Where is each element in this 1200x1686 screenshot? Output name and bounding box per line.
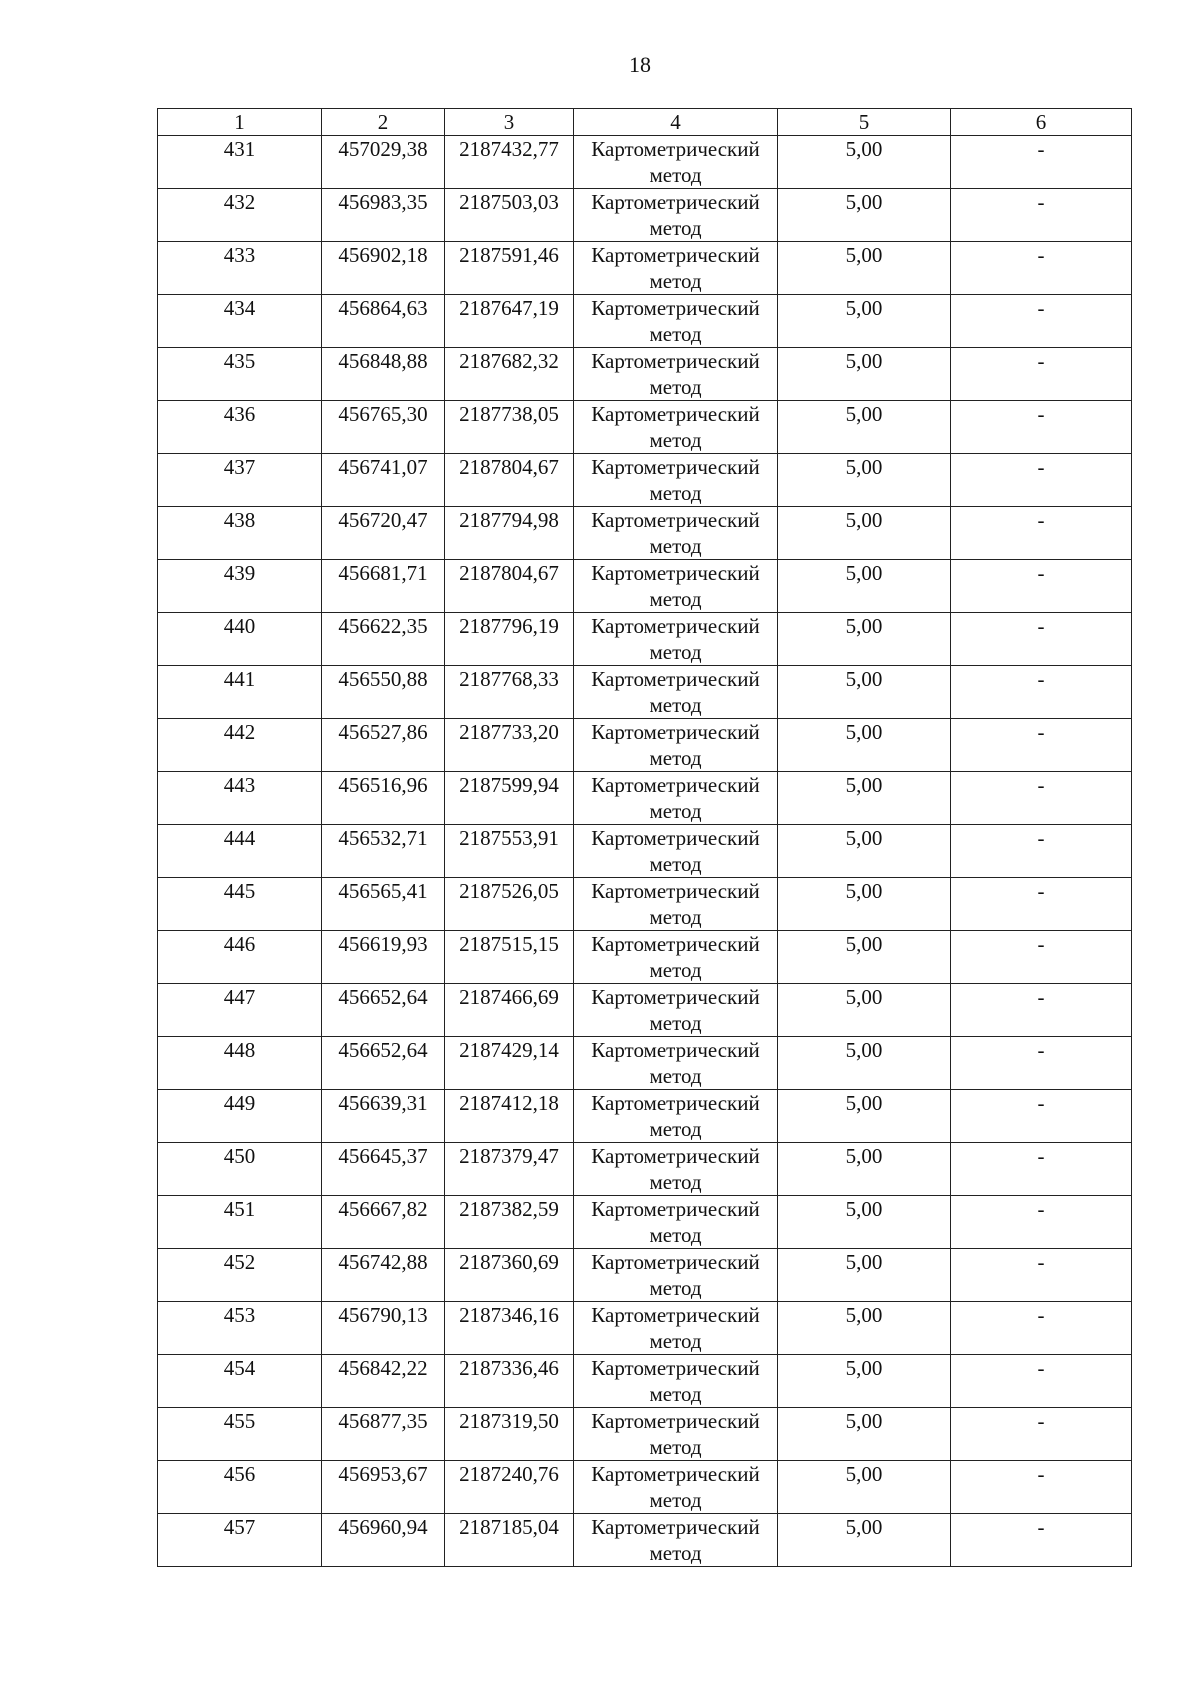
y-coordinate-cell: 2187738,05	[445, 401, 574, 454]
note-cell: -	[951, 1196, 1132, 1249]
table-row	[158, 1355, 1132, 1408]
note-cell: -	[951, 1249, 1132, 1302]
note-cell: -	[951, 1090, 1132, 1143]
method-cell	[574, 984, 778, 1037]
note-cell: -	[951, 1037, 1132, 1090]
x-coordinate-cell: 456983,35	[322, 189, 445, 242]
method-cell	[574, 560, 778, 613]
method-text: Картометрический метод	[591, 1409, 760, 1459]
accuracy-cell: 5,00	[778, 1090, 951, 1143]
point-number-cell: 452	[158, 1249, 322, 1302]
y-coordinate-cell: 2187240,76	[445, 1461, 574, 1514]
method-text: Картометрический метод	[591, 1356, 760, 1406]
y-coordinate-cell: 2187336,46	[445, 1355, 574, 1408]
y-coordinate-cell: 2187412,18	[445, 1090, 574, 1143]
point-number-cell: 441	[158, 666, 322, 719]
table-row	[158, 189, 1132, 242]
method-text: Картометрический метод	[591, 190, 760, 240]
accuracy-cell: 5,00	[778, 189, 951, 242]
note-cell: -	[951, 878, 1132, 931]
note-cell: -	[951, 136, 1132, 189]
accuracy-cell: 5,00	[778, 1408, 951, 1461]
coordinates-table	[157, 108, 1132, 1567]
y-coordinate-cell: 2187526,05	[445, 878, 574, 931]
method-text: Картометрический метод	[591, 1515, 760, 1565]
note-cell: -	[951, 719, 1132, 772]
y-coordinate-cell: 2187319,50	[445, 1408, 574, 1461]
x-coordinate-cell: 456639,31	[322, 1090, 445, 1143]
method-text: Картометрический метод	[591, 773, 760, 823]
x-coordinate-cell: 456790,13	[322, 1302, 445, 1355]
x-coordinate-cell: 456652,64	[322, 984, 445, 1037]
point-number-cell: 451	[158, 1196, 322, 1249]
table-row	[158, 348, 1132, 401]
method-text: Картометрический метод	[591, 985, 760, 1035]
point-number-cell: 455	[158, 1408, 322, 1461]
table-row	[158, 1090, 1132, 1143]
method-cell	[574, 878, 778, 931]
method-text: Картометрический метод	[591, 1303, 760, 1353]
table-row	[158, 825, 1132, 878]
note-cell: -	[951, 931, 1132, 984]
y-coordinate-cell: 2187466,69	[445, 984, 574, 1037]
x-coordinate-cell: 456516,96	[322, 772, 445, 825]
note-cell: -	[951, 984, 1132, 1037]
point-number-cell: 432	[158, 189, 322, 242]
accuracy-cell: 5,00	[778, 772, 951, 825]
point-number-cell: 431	[158, 136, 322, 189]
table-row	[158, 454, 1132, 507]
table-row	[158, 878, 1132, 931]
y-coordinate-cell: 2187804,67	[445, 560, 574, 613]
method-cell	[574, 1514, 778, 1567]
method-text: Картометрический метод	[591, 879, 760, 929]
accuracy-cell: 5,00	[778, 984, 951, 1037]
method-text: Картометрический метод	[591, 1144, 760, 1194]
note-cell: -	[951, 401, 1132, 454]
method-text: Картометрический метод	[591, 1250, 760, 1300]
x-coordinate-cell: 456742,88	[322, 1249, 445, 1302]
x-coordinate-cell: 456550,88	[322, 666, 445, 719]
note-cell: -	[951, 772, 1132, 825]
table-row	[158, 666, 1132, 719]
accuracy-cell: 5,00	[778, 136, 951, 189]
note-cell: -	[951, 295, 1132, 348]
method-text: Картометрический метод	[591, 1197, 760, 1247]
x-coordinate-cell: 456741,07	[322, 454, 445, 507]
method-cell	[574, 1461, 778, 1514]
note-cell: -	[951, 1408, 1132, 1461]
point-number-cell: 435	[158, 348, 322, 401]
method-text: Картометрический метод	[591, 667, 760, 717]
table-row	[158, 1302, 1132, 1355]
note-cell: -	[951, 666, 1132, 719]
table-row	[158, 1514, 1132, 1567]
table-row	[158, 401, 1132, 454]
point-number-cell: 433	[158, 242, 322, 295]
x-coordinate-cell: 456645,37	[322, 1143, 445, 1196]
x-coordinate-cell: 456902,18	[322, 242, 445, 295]
note-cell: -	[951, 1302, 1132, 1355]
method-cell	[574, 613, 778, 666]
note-cell: -	[951, 1355, 1132, 1408]
y-coordinate-cell: 2187733,20	[445, 719, 574, 772]
y-coordinate-cell: 2187647,19	[445, 295, 574, 348]
note-cell: -	[951, 560, 1132, 613]
y-coordinate-cell: 2187515,15	[445, 931, 574, 984]
y-coordinate-cell: 2187768,33	[445, 666, 574, 719]
method-text: Картометрический метод	[591, 561, 760, 611]
table-row	[158, 1249, 1132, 1302]
table-row	[158, 1143, 1132, 1196]
table-header	[158, 109, 1132, 136]
x-coordinate-cell: 456848,88	[322, 348, 445, 401]
table-row	[158, 984, 1132, 1037]
point-number-cell: 442	[158, 719, 322, 772]
method-cell	[574, 1196, 778, 1249]
table-row	[158, 931, 1132, 984]
method-cell	[574, 1037, 778, 1090]
method-text: Картометрический метод	[591, 402, 760, 452]
method-cell	[574, 454, 778, 507]
point-number-cell: 437	[158, 454, 322, 507]
note-cell: -	[951, 242, 1132, 295]
accuracy-cell: 5,00	[778, 1037, 951, 1090]
point-number-cell: 447	[158, 984, 322, 1037]
method-cell	[574, 1355, 778, 1408]
accuracy-cell: 5,00	[778, 931, 951, 984]
y-coordinate-cell: 2187360,69	[445, 1249, 574, 1302]
y-coordinate-cell: 2187682,32	[445, 348, 574, 401]
table-row	[158, 1408, 1132, 1461]
x-coordinate-cell: 456667,82	[322, 1196, 445, 1249]
y-coordinate-cell: 2187599,94	[445, 772, 574, 825]
x-coordinate-cell: 456619,93	[322, 931, 445, 984]
y-coordinate-cell: 2187346,16	[445, 1302, 574, 1355]
accuracy-cell: 5,00	[778, 1514, 951, 1567]
method-text: Картометрический метод	[591, 349, 760, 399]
y-coordinate-cell: 2187185,04	[445, 1514, 574, 1567]
header-cell-6: 6	[951, 109, 1132, 136]
x-coordinate-cell: 456720,47	[322, 507, 445, 560]
method-cell	[574, 1249, 778, 1302]
accuracy-cell: 5,00	[778, 1196, 951, 1249]
method-cell	[574, 1302, 778, 1355]
accuracy-cell: 5,00	[778, 719, 951, 772]
point-number-cell: 445	[158, 878, 322, 931]
method-text: Картометрический метод	[591, 826, 760, 876]
note-cell: -	[951, 189, 1132, 242]
note-cell: -	[951, 1143, 1132, 1196]
method-text: Картометрический метод	[591, 932, 760, 982]
y-coordinate-cell: 2187796,19	[445, 613, 574, 666]
method-cell	[574, 931, 778, 984]
accuracy-cell: 5,00	[778, 613, 951, 666]
y-coordinate-cell: 2187429,14	[445, 1037, 574, 1090]
method-cell	[574, 507, 778, 560]
method-cell	[574, 401, 778, 454]
point-number-cell: 439	[158, 560, 322, 613]
note-cell: -	[951, 1461, 1132, 1514]
point-number-cell: 444	[158, 825, 322, 878]
table-row	[158, 136, 1132, 189]
header-cell-4: 4	[574, 109, 778, 136]
accuracy-cell: 5,00	[778, 1302, 951, 1355]
y-coordinate-cell: 2187379,47	[445, 1143, 574, 1196]
point-number-cell: 457	[158, 1514, 322, 1567]
method-text: Картометрический метод	[591, 508, 760, 558]
accuracy-cell: 5,00	[778, 242, 951, 295]
x-coordinate-cell: 456652,64	[322, 1037, 445, 1090]
accuracy-cell: 5,00	[778, 295, 951, 348]
table-row	[158, 295, 1132, 348]
y-coordinate-cell: 2187382,59	[445, 1196, 574, 1249]
table-row	[158, 560, 1132, 613]
accuracy-cell: 5,00	[778, 507, 951, 560]
accuracy-cell: 5,00	[778, 348, 951, 401]
note-cell: -	[951, 613, 1132, 666]
note-cell: -	[951, 507, 1132, 560]
table-row	[158, 719, 1132, 772]
accuracy-cell: 5,00	[778, 1249, 951, 1302]
header-cell-2: 2	[322, 109, 445, 136]
method-cell	[574, 295, 778, 348]
point-number-cell: 440	[158, 613, 322, 666]
x-coordinate-cell: 456864,63	[322, 295, 445, 348]
point-number-cell: 438	[158, 507, 322, 560]
table-row	[158, 507, 1132, 560]
x-coordinate-cell: 456960,94	[322, 1514, 445, 1567]
accuracy-cell: 5,00	[778, 666, 951, 719]
table-body	[158, 136, 1132, 1567]
accuracy-cell: 5,00	[778, 825, 951, 878]
note-cell: -	[951, 348, 1132, 401]
method-cell	[574, 719, 778, 772]
method-text: Картометрический метод	[591, 614, 760, 664]
x-coordinate-cell: 456622,35	[322, 613, 445, 666]
accuracy-cell: 5,00	[778, 1143, 951, 1196]
x-coordinate-cell: 456565,41	[322, 878, 445, 931]
header-cell-1: 1	[158, 109, 322, 136]
x-coordinate-cell: 456532,71	[322, 825, 445, 878]
method-cell	[574, 1143, 778, 1196]
accuracy-cell: 5,00	[778, 1461, 951, 1514]
table-row	[158, 1037, 1132, 1090]
x-coordinate-cell: 456681,71	[322, 560, 445, 613]
table-row	[158, 772, 1132, 825]
method-text: Картометрический метод	[591, 137, 760, 187]
header-cell-5: 5	[778, 109, 951, 136]
method-text: Картометрический метод	[591, 243, 760, 293]
point-number-cell: 454	[158, 1355, 322, 1408]
accuracy-cell: 5,00	[778, 878, 951, 931]
x-coordinate-cell: 457029,38	[322, 136, 445, 189]
point-number-cell: 436	[158, 401, 322, 454]
accuracy-cell: 5,00	[778, 454, 951, 507]
point-number-cell: 446	[158, 931, 322, 984]
point-number-cell: 443	[158, 772, 322, 825]
method-cell	[574, 242, 778, 295]
note-cell: -	[951, 1514, 1132, 1567]
table-row	[158, 242, 1132, 295]
method-text: Картометрический метод	[591, 1038, 760, 1088]
y-coordinate-cell: 2187804,67	[445, 454, 574, 507]
method-text: Картометрический метод	[591, 1462, 760, 1512]
accuracy-cell: 5,00	[778, 401, 951, 454]
y-coordinate-cell: 2187553,91	[445, 825, 574, 878]
accuracy-cell: 5,00	[778, 1355, 951, 1408]
point-number-cell: 448	[158, 1037, 322, 1090]
method-cell	[574, 348, 778, 401]
y-coordinate-cell: 2187591,46	[445, 242, 574, 295]
point-number-cell: 449	[158, 1090, 322, 1143]
point-number-cell: 453	[158, 1302, 322, 1355]
method-text: Картометрический метод	[591, 720, 760, 770]
y-coordinate-cell: 2187432,77	[445, 136, 574, 189]
table-row	[158, 1196, 1132, 1249]
x-coordinate-cell: 456877,35	[322, 1408, 445, 1461]
header-row	[158, 109, 1132, 136]
point-number-cell: 450	[158, 1143, 322, 1196]
point-number-cell: 456	[158, 1461, 322, 1514]
method-text: Картометрический метод	[591, 455, 760, 505]
header-cell-3: 3	[445, 109, 574, 136]
y-coordinate-cell: 2187503,03	[445, 189, 574, 242]
method-cell	[574, 1408, 778, 1461]
accuracy-cell: 5,00	[778, 560, 951, 613]
note-cell: -	[951, 454, 1132, 507]
method-cell	[574, 136, 778, 189]
y-coordinate-cell: 2187794,98	[445, 507, 574, 560]
method-cell	[574, 666, 778, 719]
method-cell	[574, 825, 778, 878]
x-coordinate-cell: 456842,22	[322, 1355, 445, 1408]
table-row	[158, 1461, 1132, 1514]
x-coordinate-cell: 456527,86	[322, 719, 445, 772]
note-cell: -	[951, 825, 1132, 878]
method-cell	[574, 772, 778, 825]
x-coordinate-cell: 456953,67	[322, 1461, 445, 1514]
page-number: 18	[629, 52, 651, 77]
method-text: Картометрический метод	[591, 296, 760, 346]
point-number-cell: 434	[158, 295, 322, 348]
method-cell	[574, 1090, 778, 1143]
table-row	[158, 613, 1132, 666]
method-text: Картометрический метод	[591, 1091, 760, 1141]
method-cell	[574, 189, 778, 242]
x-coordinate-cell: 456765,30	[322, 401, 445, 454]
